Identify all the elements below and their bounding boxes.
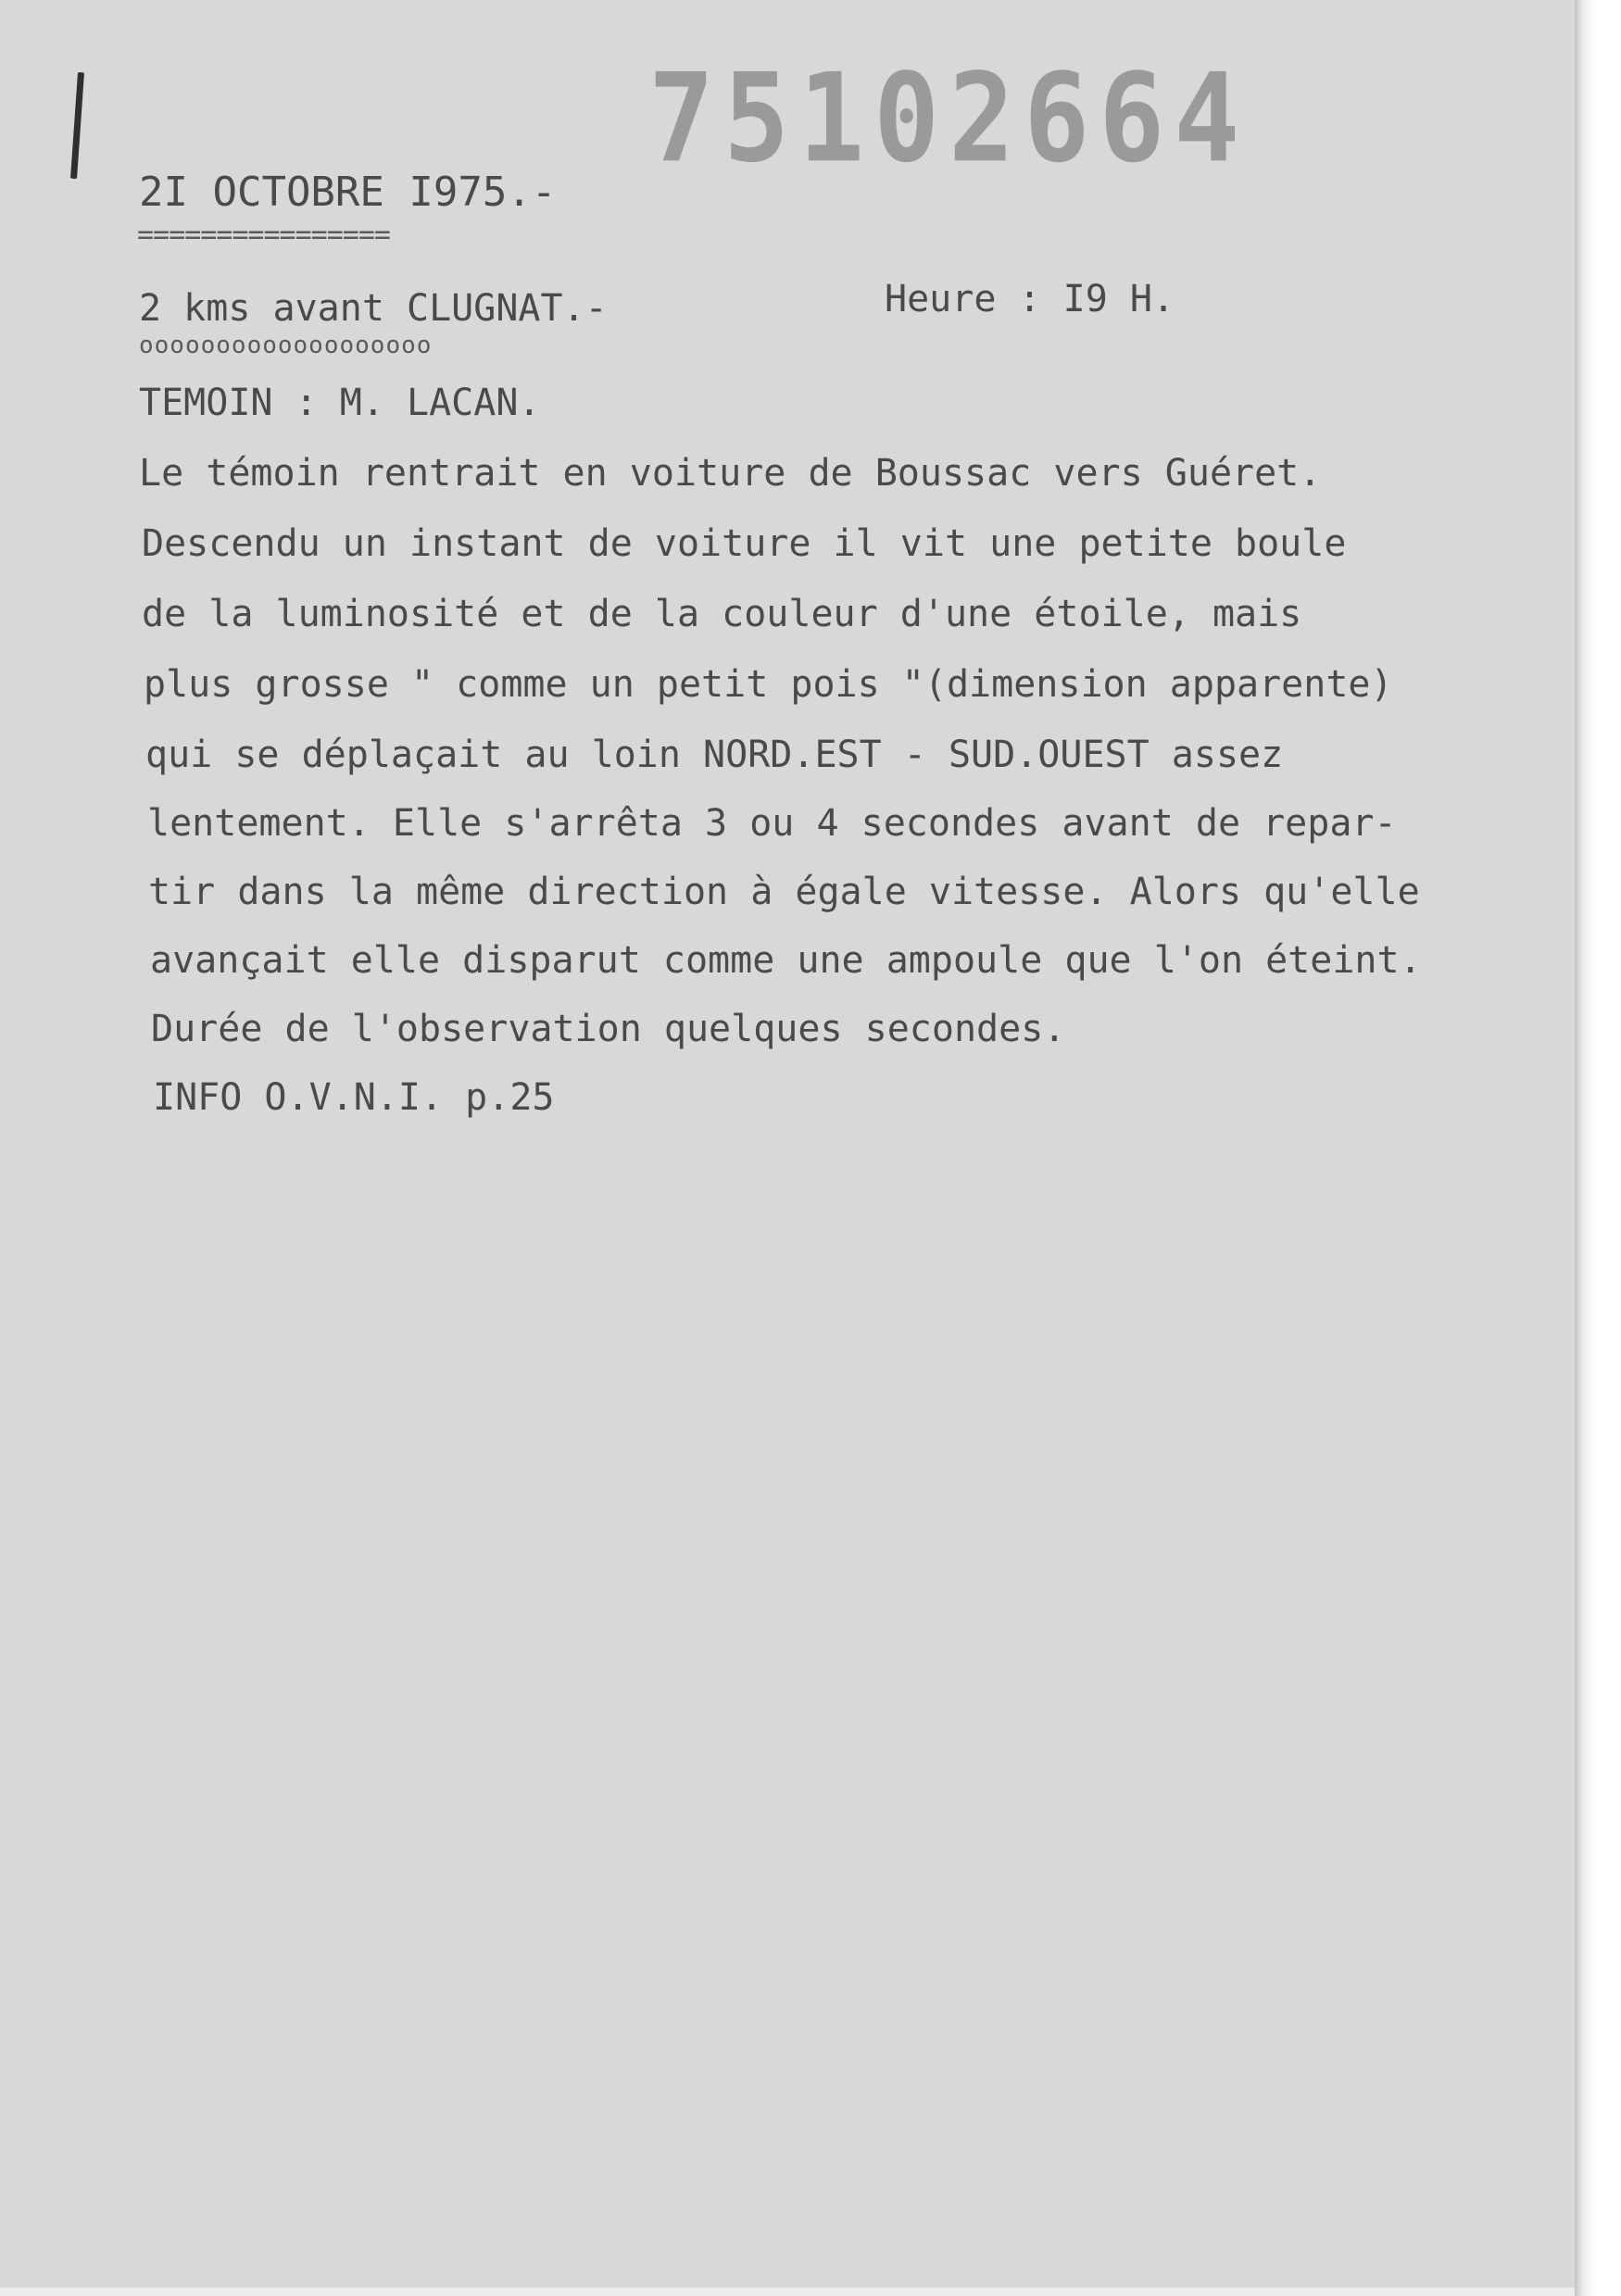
observation-time: Heure : I9 H. — [885, 278, 1175, 320]
body-line: lentement. Elle s'arrêta 3 ou 4 secondes avant de repar- — [147, 802, 1397, 845]
body-line: Le témoin rentrait en voiture de Boussac vers Guéret. — [139, 452, 1322, 495]
body-line: Durée de l'observation quelques secondes. — [151, 1008, 1066, 1050]
body-line: Descendu un instant de voiture il vit une petite boule — [142, 522, 1347, 565]
witness-name: TEMOIN : M. LACAN. — [139, 382, 541, 424]
date-underline: ================ — [137, 219, 390, 251]
report-date: 2I OCTOBRE I975.- — [139, 169, 557, 216]
source-reference: INFO O.V.N.I. p.25 — [153, 1076, 555, 1119]
margin-mark — [70, 72, 84, 179]
reference-stamp: 75102664 — [648, 46, 1250, 190]
location: 2 kms avant CLUGNAT.- — [139, 287, 608, 330]
page-bottom-edge — [0, 2288, 1575, 2296]
body-line: tir dans la même direction à égale vitesse. Alors qu'elle — [148, 871, 1420, 913]
body-line: de la luminosité et de la couleur d'une étoile, mais — [142, 593, 1302, 635]
page-edge — [1575, 0, 1621, 2296]
location-underline: ooooooooooooooooooo — [139, 332, 433, 359]
body-line: qui se déplaçait au loin NORD.EST - SUD.OUEST assez — [145, 734, 1284, 776]
body-line: avançait elle disparut comme une ampoule que l'on éteint. — [150, 939, 1422, 982]
body-line: plus grosse " comme un petit pois "(dimension apparente) — [144, 663, 1393, 706]
